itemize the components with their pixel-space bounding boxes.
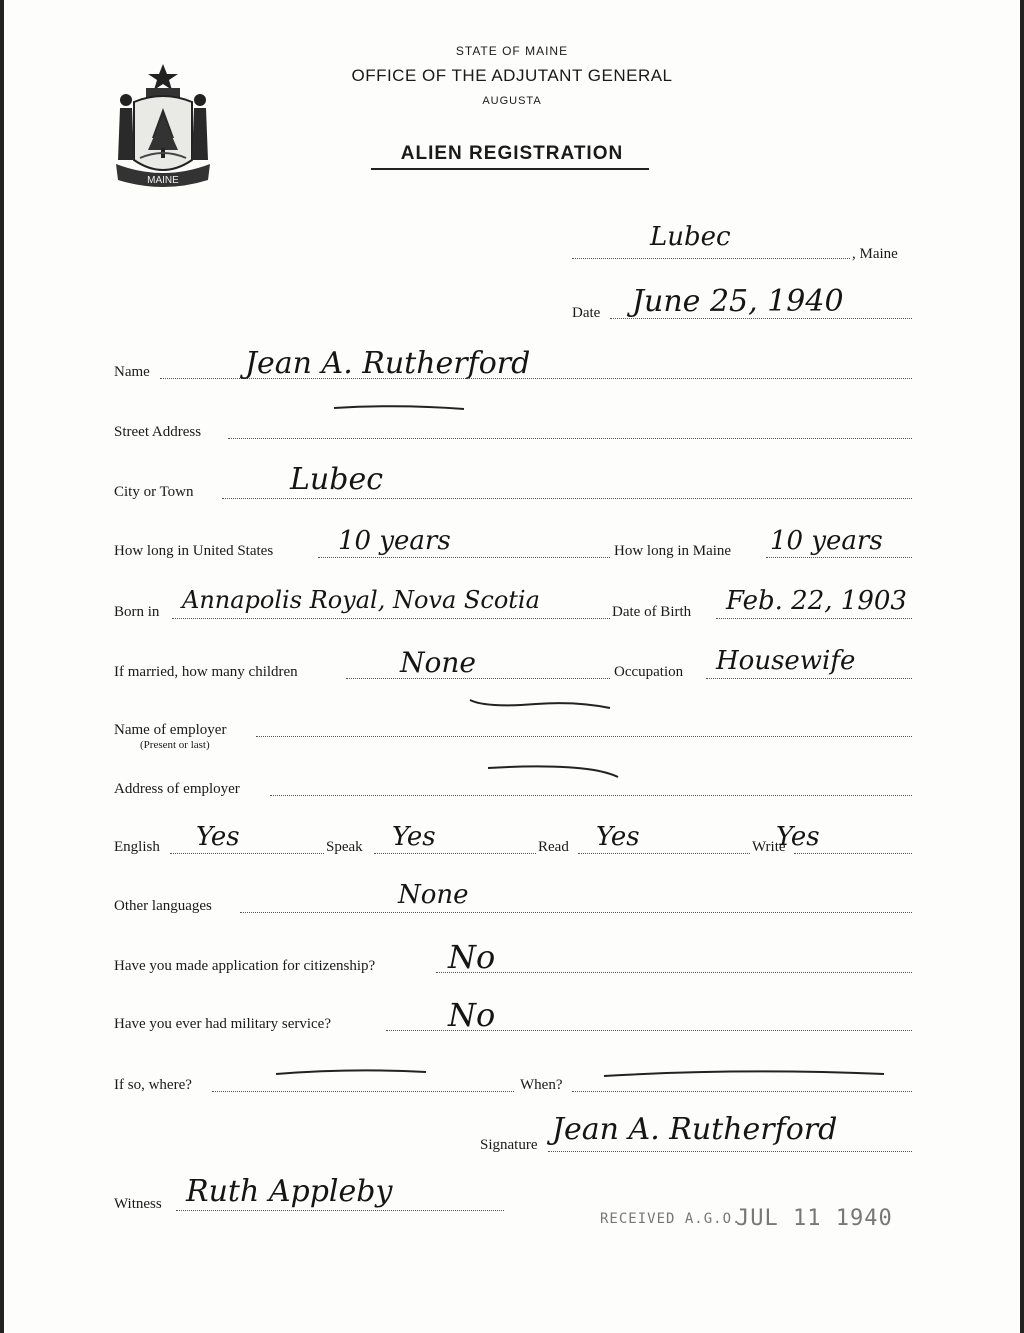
speak-entry: Yes [392,822,436,852]
speak-line [374,853,536,854]
pen-dash-1 [330,400,470,416]
received-stamp: RECEIVED A.G.O. [600,1211,742,1227]
english-line [170,853,324,854]
born-entry: Annapolis Royal, Nova Scotia [182,586,540,614]
us-line [318,557,610,558]
maine-suffix: , Maine [852,246,898,262]
citizenship-label: Have you made application for citizenship? [114,958,376,974]
occupation-line [706,678,912,679]
witness-line [176,1210,504,1211]
english-entry: Yes [196,822,240,852]
occupation-label: Occupation [614,664,684,680]
military-label: Have you ever had military service? [114,1016,331,1032]
pen-dash-5 [600,1066,890,1082]
header-city: AUGUSTA [482,95,542,107]
pen-dash-4 [272,1064,432,1080]
write-line [794,853,912,854]
seal-label: MAINE [147,175,179,186]
where-line [212,1091,514,1092]
children-line [346,678,610,679]
employer-label: Name of employer [114,722,227,738]
street-label: Street Address [114,424,202,440]
write-label: Write [752,839,786,855]
children-label: If married, how many children [114,664,298,680]
signature-label: Signature [480,1137,538,1153]
witness-label: Witness [114,1196,162,1212]
write-entry: Yes [776,822,820,852]
page-title: ALIEN REGISTRATION [400,143,624,164]
city-line [222,498,912,499]
dob-label: Date of Birth [612,604,692,620]
read-line [578,853,750,854]
citizenship-line [436,972,912,973]
name-entry: Jean A. Rutherford [245,346,531,381]
other-lang-line [240,912,912,913]
read-label: Read [538,839,569,855]
us-entry: 10 years [338,526,451,556]
citizenship-entry: No [448,938,496,976]
signature-line [548,1151,912,1152]
where-label: If so, where? [114,1077,192,1093]
us-label: How long in United States [114,543,274,559]
english-label: English [114,839,160,855]
title-underline [371,168,649,170]
dob-line [716,618,912,619]
read-entry: Yes [596,822,640,852]
employer-address-line [270,795,912,796]
scan-edge-right [1020,0,1024,1333]
maine-label: How long in Maine [614,543,732,559]
employer-address-label: Address of employer [114,781,240,797]
employer-note: (Present or last) [140,739,210,751]
city-entry: Lubec [290,462,384,497]
other-lang-entry: None [398,880,469,910]
town-line [572,258,850,259]
city-label: City or Town [114,484,194,500]
pen-dash-2 [466,694,616,714]
header-office: OFFICE OF THE ADJUTANT GENERAL [351,66,673,85]
children-entry: None [400,646,476,679]
witness-entry: Ruth Appleby [186,1174,393,1209]
other-lang-label: Other languages [114,898,212,914]
date-entry: June 25, 1940 [632,284,844,319]
when-label: When? [520,1077,563,1093]
employer-line [256,736,912,737]
date-label: Date [572,305,601,321]
maine-line [766,557,912,558]
scan-edge-left [0,0,4,1333]
military-entry: No [448,996,496,1034]
born-label: Born in [114,604,160,620]
speak-label: Speak [326,839,363,855]
received-stamp-date: JUL 11 1940 [736,1206,893,1231]
occupation-entry: Housewife [716,646,856,676]
when-line [572,1091,912,1092]
maine-entry: 10 years [770,526,883,556]
dob-entry: Feb. 22, 1903 [726,586,907,616]
signature-entry: Jean A. Rutherford [552,1112,838,1147]
name-label: Name [114,364,150,380]
pen-dash-3 [484,760,624,780]
header-state: STATE OF MAINE [455,44,569,58]
town-entry: Lubec [650,222,731,252]
born-line [172,618,610,619]
street-line [228,438,912,439]
